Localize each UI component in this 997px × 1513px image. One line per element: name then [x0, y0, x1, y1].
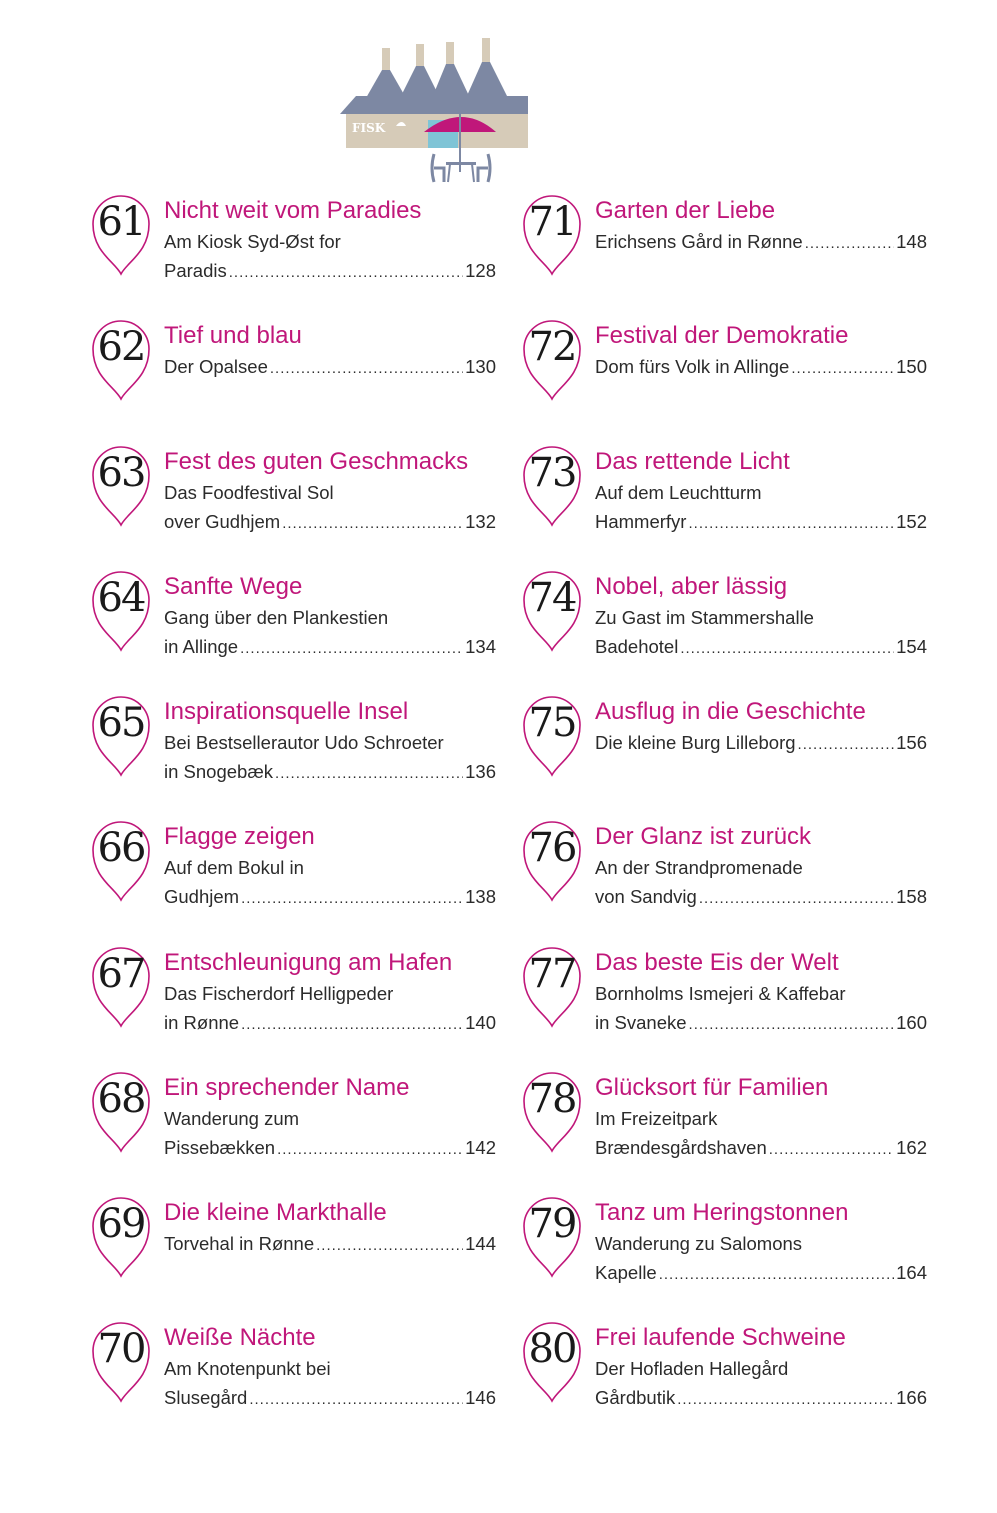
entry-title: Die kleine Markthalle: [164, 1199, 387, 1226]
entry-location-line: [595, 882, 927, 913]
entry-location: in Rønne: [164, 1012, 240, 1033]
entry-location-line: [595, 728, 927, 759]
entry-title: Nicht weit vom Paradies: [164, 197, 422, 224]
entry-location-line: [164, 632, 496, 663]
entry-title: Tanz um Heringstonnen: [595, 1199, 849, 1226]
entry-location: Slusegård: [164, 1387, 248, 1408]
fisk-sign: FISK: [352, 121, 386, 135]
page-number: 154: [896, 636, 927, 657]
entry-number: 66: [97, 825, 145, 871]
location-pin-icon: [520, 816, 584, 902]
entry-location: Paradis: [164, 260, 227, 281]
entry-location-line: [595, 1133, 927, 1164]
toc-entry-79[interactable]: [520, 1192, 927, 1302]
entry-subtitle: Am Kiosk Syd-Øst for: [164, 231, 341, 252]
dot-leader: [240, 634, 463, 663]
entry-title: Das rettende Licht: [595, 448, 790, 475]
location-pin-icon: [520, 1192, 584, 1278]
entry-location-line: [164, 507, 496, 538]
entry-number: 65: [97, 700, 145, 746]
page-number: 138: [465, 886, 496, 907]
entry-location: over Gudhjem: [164, 511, 281, 532]
entry-location-line: [595, 632, 927, 663]
entry-location: Dom fürs Volk in Allinge: [595, 356, 790, 377]
location-pin-icon: [89, 441, 153, 527]
smokehouse-illustration: [336, 36, 532, 186]
toc-entry-76[interactable]: [520, 816, 927, 926]
toc-entry-68[interactable]: [89, 1067, 496, 1177]
page-number: 130: [465, 356, 496, 377]
entry-location-line: [595, 1383, 927, 1414]
location-pin-icon: [520, 315, 584, 401]
entry-number: 77: [528, 951, 576, 997]
entry-subtitle: Wanderung zu Salomons: [595, 1233, 803, 1254]
entry-title: Sanfte Wege: [164, 573, 303, 600]
location-pin-icon: [89, 691, 153, 777]
location-pin-icon: [89, 816, 153, 902]
entry-subtitle: Bornholms Ismejeri & Kaffebar: [595, 983, 846, 1004]
entry-subtitle: Gang über den Plankestien: [164, 607, 389, 628]
page-number: 166: [896, 1387, 927, 1408]
dot-leader: [798, 730, 895, 759]
entry-location-line: [164, 1008, 496, 1039]
toc-entry-61[interactable]: [89, 190, 496, 300]
entry-title: Das beste Eis der Welt: [595, 949, 839, 976]
toc-entry-71[interactable]: [520, 190, 927, 300]
toc-entry-69[interactable]: [89, 1192, 496, 1302]
dot-leader: [659, 1260, 894, 1289]
entry-title: Der Glanz ist zurück: [595, 823, 812, 850]
entry-location: in Snogebæk: [164, 761, 274, 782]
entry-subtitle: Auf dem Leuchtturm: [595, 482, 762, 503]
dot-leader: [277, 1135, 463, 1164]
location-pin-icon: [89, 315, 153, 401]
toc-entry-73[interactable]: [520, 441, 927, 551]
location-pin-icon: [520, 1067, 584, 1153]
entry-number: 72: [528, 324, 576, 370]
toc-entry-78[interactable]: [520, 1067, 927, 1177]
entry-number: 61: [97, 199, 145, 245]
entry-subtitle: Am Knotenpunkt bei: [164, 1358, 331, 1379]
location-pin-icon: [89, 1317, 153, 1403]
dot-leader: [805, 229, 894, 258]
entry-location: Pissebækken: [164, 1137, 276, 1158]
dot-leader: [680, 634, 894, 663]
page-number: 164: [896, 1262, 927, 1283]
dot-leader: [270, 354, 463, 383]
page-number: 144: [465, 1233, 496, 1254]
entry-location-line: [595, 1258, 927, 1289]
location-pin-icon: [520, 942, 584, 1028]
toc-entry-72[interactable]: [520, 315, 927, 425]
entry-title: Ausflug in die Geschichte: [595, 698, 866, 725]
dot-leader: [769, 1135, 894, 1164]
page-number: 160: [896, 1012, 927, 1033]
entry-location: Brændesgårdshaven: [595, 1137, 767, 1158]
entry-subtitle: Im Freizeitpark: [595, 1108, 718, 1129]
toc-entry-63[interactable]: [89, 441, 496, 551]
dot-leader: [677, 1385, 894, 1414]
page-number: 142: [465, 1137, 496, 1158]
entry-number: 80: [528, 1326, 576, 1372]
toc-entry-74[interactable]: [520, 566, 927, 676]
toc-entry-64[interactable]: [89, 566, 496, 676]
toc-entry-65[interactable]: [89, 691, 496, 801]
location-pin-icon: [89, 942, 153, 1028]
entry-location-line: [595, 1008, 927, 1039]
page-number: 152: [896, 511, 927, 532]
page-number: 128: [465, 260, 496, 281]
toc-entry-62[interactable]: [89, 315, 496, 425]
dot-leader: [316, 1231, 463, 1260]
location-pin-icon: [89, 190, 153, 276]
dot-leader: [229, 258, 463, 287]
location-pin-icon: [89, 1192, 153, 1278]
dot-leader: [688, 509, 894, 538]
location-pin-icon: [520, 566, 584, 652]
entry-number: 70: [97, 1326, 145, 1372]
entry-number: 71: [528, 199, 576, 245]
entry-number: 75: [528, 700, 576, 746]
entry-number: 76: [528, 825, 576, 871]
entry-title: Garten der Liebe: [595, 197, 776, 224]
entry-title: Festival der Demokratie: [595, 322, 849, 349]
location-pin-icon: [520, 1317, 584, 1403]
entry-location-line: [164, 352, 496, 383]
entry-title: Nobel, aber lässig: [595, 573, 788, 600]
entry-title: Flagge zeigen: [164, 823, 315, 850]
entry-location-line: [595, 507, 927, 538]
page-number: 134: [465, 636, 496, 657]
entry-number: 69: [97, 1201, 145, 1247]
entry-location: Kapelle: [595, 1262, 657, 1283]
entry-location-line: [164, 882, 496, 913]
entry-location-line: [164, 256, 496, 287]
dot-leader: [282, 509, 463, 538]
toc-entry-67[interactable]: [89, 942, 496, 1052]
page-number: 156: [896, 732, 927, 753]
entry-location: Hammerfyr: [595, 511, 687, 532]
page-number: 132: [465, 511, 496, 532]
location-pin-icon: [520, 691, 584, 777]
entry-location: Torvehal in Rønne: [164, 1233, 315, 1254]
entry-location: Gårdbutik: [595, 1387, 676, 1408]
location-pin-icon: [520, 441, 584, 527]
entry-title: Entschleunigung am Hafen: [164, 949, 453, 976]
entry-subtitle: Das Fischerdorf Helligpeder: [164, 983, 394, 1004]
entry-subtitle: Das Foodfestival Sol: [164, 482, 334, 503]
entry-title: Fest des guten Geschmacks: [164, 448, 469, 475]
entry-location: Badehotel: [595, 636, 679, 657]
toc-entry-80[interactable]: [520, 1317, 927, 1427]
entry-number: 73: [528, 450, 576, 496]
entry-number: 68: [97, 1076, 145, 1122]
entry-location-line: [164, 1383, 496, 1414]
toc-entry-77[interactable]: [520, 942, 927, 1052]
entry-location: Gudhjem: [164, 886, 240, 907]
entry-title: Ein sprechender Name: [164, 1074, 410, 1101]
entry-subtitle: Bei Bestsellerautor Udo Schroeter: [164, 732, 444, 753]
entry-title: Frei laufende Schweine: [595, 1324, 846, 1351]
entry-subtitle: Der Hofladen Hallegård: [595, 1358, 789, 1379]
location-pin-icon: [89, 566, 153, 652]
entry-location: Erichsens Gård in Rønne: [595, 231, 803, 252]
entry-title: Glücksort für Familien: [595, 1074, 829, 1101]
dot-leader: [689, 1010, 895, 1039]
entry-location: Der Opalsee: [164, 356, 268, 377]
entry-location-line: [164, 757, 496, 788]
entry-location: von Sandvig: [595, 886, 697, 907]
page-number: 140: [465, 1012, 496, 1033]
toc-entry-70[interactable]: [89, 1317, 496, 1427]
page-number: 148: [896, 231, 927, 252]
entry-location-line: [595, 352, 927, 383]
entry-number: 78: [528, 1076, 576, 1122]
dot-leader: [699, 884, 894, 913]
page-number: 136: [465, 761, 496, 782]
entry-location-line: [164, 1133, 496, 1164]
entry-subtitle: An der Strandpromenade: [595, 857, 803, 878]
entry-number: 62: [97, 324, 145, 370]
dot-leader: [249, 1385, 463, 1414]
entry-subtitle: Wanderung zum: [164, 1108, 300, 1129]
entry-number: 74: [528, 575, 576, 621]
page-number: 162: [896, 1137, 927, 1158]
location-pin-icon: [89, 1067, 153, 1153]
page-number: 150: [896, 356, 927, 377]
page-number: 158: [896, 886, 927, 907]
entry-title: Weiße Nächte: [164, 1324, 316, 1351]
entry-title: Inspirationsquelle Insel: [164, 698, 409, 725]
dot-leader: [275, 759, 463, 788]
page-number: 146: [465, 1387, 496, 1408]
entry-number: 67: [97, 951, 145, 997]
entry-location-line: [595, 227, 927, 258]
entry-location: in Svaneke: [595, 1012, 687, 1033]
toc-entry-66[interactable]: [89, 816, 496, 926]
dot-leader: [791, 354, 894, 383]
dot-leader: [241, 1010, 463, 1039]
entry-number: 64: [97, 575, 145, 621]
location-pin-icon: [520, 190, 584, 276]
entry-number: 63: [97, 450, 145, 496]
entry-location-line: [164, 1229, 496, 1260]
dot-leader: [241, 884, 463, 913]
entry-number: 79: [528, 1201, 576, 1247]
entry-subtitle: Auf dem Bokul in: [164, 857, 304, 878]
toc-entry-75[interactable]: [520, 691, 927, 801]
entry-location: Die kleine Burg Lilleborg: [595, 732, 796, 753]
entry-title: Tief und blau: [164, 322, 302, 349]
entry-location: in Allinge: [164, 636, 239, 657]
entry-subtitle: Zu Gast im Stammershalle: [595, 607, 814, 628]
